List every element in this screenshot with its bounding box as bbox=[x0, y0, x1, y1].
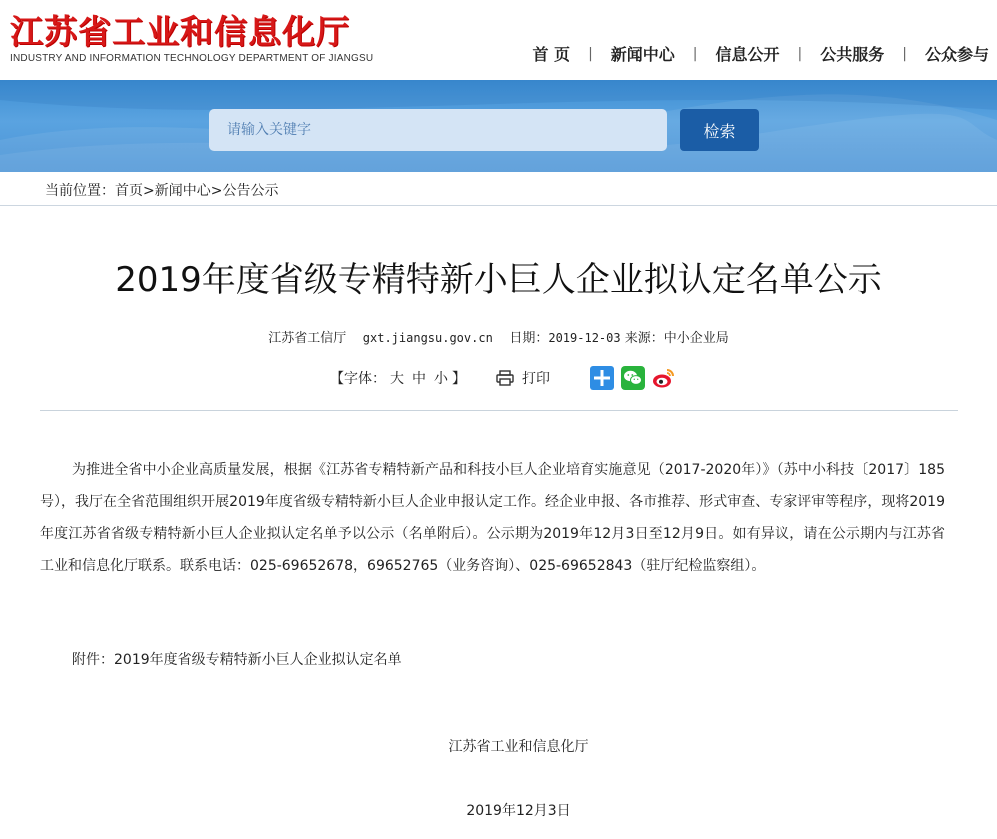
nav-participation[interactable]: 公众参与 bbox=[924, 45, 989, 64]
breadcrumb-separator: > bbox=[143, 183, 155, 199]
breadcrumb-notice[interactable]: 公告公示 bbox=[222, 183, 279, 199]
article-signature-date: 2019年12月3日 bbox=[466, 803, 571, 819]
article-origin: 中小企业局 bbox=[663, 331, 729, 346]
nav-public-service[interactable]: 公共服务 bbox=[820, 45, 885, 64]
print-label: 打印 bbox=[522, 371, 550, 387]
main-nav bbox=[532, 42, 989, 65]
nav-separator: | bbox=[588, 45, 593, 62]
nav-separator: | bbox=[902, 45, 907, 62]
printer-icon bbox=[496, 370, 514, 386]
nav-home[interactable]: 首 页 bbox=[532, 45, 571, 64]
article-divider bbox=[40, 410, 958, 411]
print-button[interactable] bbox=[496, 368, 550, 388]
article-title: 2019年度省级专精特新小巨人企业拟认定名单公示 bbox=[115, 260, 882, 300]
weibo-icon[interactable] bbox=[652, 366, 676, 390]
article-meta bbox=[0, 327, 997, 346]
font-size-label: 【字体： bbox=[330, 371, 386, 387]
nav-separator: | bbox=[692, 45, 698, 62]
article-site: gxt.jiangsu.gov.cn bbox=[362, 331, 493, 345]
wechat-icon[interactable] bbox=[621, 366, 645, 390]
breadcrumb-divider bbox=[0, 205, 997, 206]
breadcrumb-separator: > bbox=[210, 183, 223, 199]
site-logo-english: INDUSTRY AND INFORMATION TECHNOLOGY DEPARTMENT OF JIANGSU bbox=[10, 53, 374, 64]
font-size-small[interactable]: 小 bbox=[434, 371, 448, 387]
article-date: 2019-12-03 bbox=[548, 331, 621, 345]
search-button[interactable]: 检索 bbox=[680, 109, 759, 151]
breadcrumb bbox=[45, 180, 278, 200]
breadcrumb-home[interactable]: 首页 bbox=[115, 183, 143, 199]
site-logo-text[interactable]: 江苏省工业和信息化厅 bbox=[10, 12, 350, 51]
font-size-medium[interactable]: 中 bbox=[412, 371, 426, 387]
nav-news[interactable]: 新闻中心 bbox=[610, 45, 675, 64]
article-source-org: 江苏省工信厅 bbox=[268, 331, 347, 346]
search-banner bbox=[0, 80, 997, 172]
article-body: 为推进全省中小企业高质量发展，根据《江苏省专精特新产品和科技小巨人企业培育实施意见（2017-2020年）》（苏中小科技〔2017〕185号），我厅在全省范围组织开展2019年度省级专精特新小巨人企业申报认定工作。经企业申报、各市推荐、形式审查、专家评审等程序，现将2019年度江苏省省级专精特新小巨人企业拟认定名单予以公示（名单附后）。公示期为2019年12月3日至12月9日。如有异议，请在公示期内与江苏省工业和信息化厅联系。联系电话：025-69652678，69652765（业务咨询）、025-69652843（驻厅纪检监察组）。 bbox=[40, 462, 945, 574]
site-header bbox=[0, 0, 997, 80]
breadcrumb-news[interactable]: 新闻中心 bbox=[154, 183, 211, 199]
font-size-close: 】 bbox=[452, 371, 466, 387]
share-bar bbox=[590, 366, 683, 390]
article-origin-label: 来源： bbox=[624, 331, 664, 346]
nav-info-public[interactable]: 信息公开 bbox=[715, 45, 780, 64]
article-tools bbox=[330, 364, 683, 392]
article-date-label: 日期： bbox=[509, 331, 549, 346]
article-signature-org: 江苏省工业和信息化厅 bbox=[448, 739, 589, 755]
font-size-large[interactable]: 大 bbox=[390, 371, 404, 387]
share-more-icon[interactable] bbox=[590, 366, 614, 390]
nav-separator: | bbox=[797, 45, 803, 62]
search-input[interactable] bbox=[209, 109, 667, 151]
article-attachment[interactable]: 附件：2019年度省级专精特新小巨人企业拟认定名单 bbox=[72, 652, 402, 668]
breadcrumb-prefix: 当前位置： bbox=[45, 183, 115, 199]
